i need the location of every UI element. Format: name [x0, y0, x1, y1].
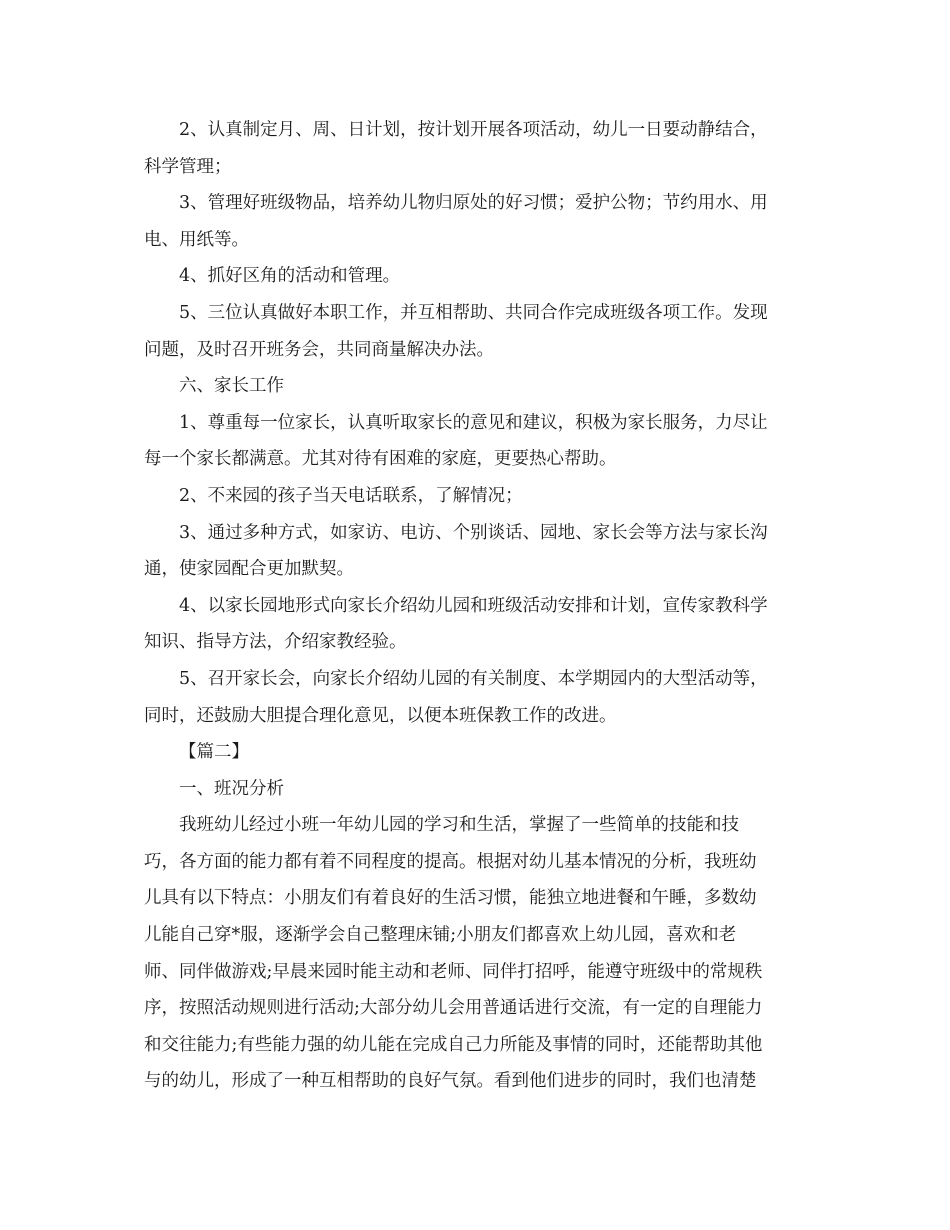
text-line: 巧，各方面的能力都有着不同程度的提高。根据对幼儿基本情况的分析，我班幼: [144, 851, 757, 872]
paragraph: [144, 588, 806, 661]
text-line: 电、用纸等。: [144, 229, 249, 250]
text-line: 4、抓好区角的活动和管理。: [179, 266, 401, 287]
text-line: 科学管理；: [144, 156, 232, 177]
section-heading: [144, 771, 806, 808]
text-line: 4、以家长园地形式向家长介绍幼儿园和班级活动安排和计划，宣传家教科学: [179, 595, 768, 616]
paragraph: [144, 661, 806, 734]
text-line: 同时，还鼓励大胆提合理化意见，以便本班保教工作的改进。: [144, 705, 617, 726]
text-line: 每一个家长都满意。尤其对待有困难的家庭，更要热心帮助。: [144, 449, 617, 470]
section-heading: [144, 368, 806, 405]
text-line: 与的幼儿，形成了一种互相帮助的良好气氛。看到他们进步的同时，我们也清楚: [144, 1071, 757, 1092]
paragraph: [144, 258, 806, 295]
text-line: 5、召开家长会，向家长介绍幼儿园的有关制度、本学期园内的大型活动等，: [179, 668, 768, 689]
text-line: 3、通过多种方式，如家访、电访、个别谈话、园地、家长会等方法与家长沟: [179, 522, 768, 543]
text-line: 儿能自己穿*服，逐渐学会自己整理床铺;小朋友们都喜欢上幼儿园，喜欢和老: [144, 925, 737, 946]
paragraph: [144, 295, 806, 368]
text-line: 1、尊重每一位家长，认真听取家长的意见和建议，积极为家长服务，力尽让: [179, 412, 768, 433]
text-line: 5、三位认真做好本职工作，并互相帮助、共同合作完成班级各项工作。发现: [179, 302, 768, 323]
paragraph: [144, 807, 806, 1100]
paragraph: [144, 515, 806, 588]
paragraph: [144, 405, 806, 478]
text-line: 2、认真制定月、周、日计划，按计划开展各项活动，幼儿一日要动静结合，: [179, 120, 768, 140]
text-line: 和交往能力;有些能力强的幼儿能在完成自己力所能及事情的同时，还能帮助其他: [144, 1034, 763, 1055]
text-line: 儿具有以下特点：小朋友们有着良好的生活习惯，能独立地进餐和午睡，多数幼: [144, 888, 757, 909]
text-line: 问题，及时召开班务会，共同商量解决办法。: [144, 339, 494, 360]
text-line: 六、家长工作: [179, 376, 284, 397]
text-line: 序，按照活动规则进行活动;大部分幼儿会用普通话进行交流，有一定的自理能力: [144, 998, 763, 1019]
document-page: [144, 112, 806, 1100]
text-line: 3、管理好班级物品，培养幼儿物归原处的好习惯；爱护公物；节约用水、用: [179, 193, 768, 214]
text-line: 通，使家园配合更加默契。: [144, 559, 354, 580]
text-line: 师、同伴做游戏;早晨来园时能主动和老师、同伴打招呼，能遵守班级中的常规秩: [144, 961, 763, 982]
text-line: 知识、指导方法，介绍家教经验。: [144, 632, 407, 653]
paragraph: [144, 112, 806, 185]
text-line: 一、班况分析: [179, 778, 284, 799]
paragraph: [144, 478, 806, 515]
text-line: 我班幼儿经过小班一年幼儿园的学习和生活，掌握了一些简单的技能和技: [179, 815, 739, 836]
section-heading: [144, 734, 806, 771]
paragraph: [144, 185, 806, 258]
text-line: 【篇二】: [179, 742, 249, 763]
text-line: 2、不来园的孩子当天电话联系，了解情况；: [179, 485, 523, 506]
